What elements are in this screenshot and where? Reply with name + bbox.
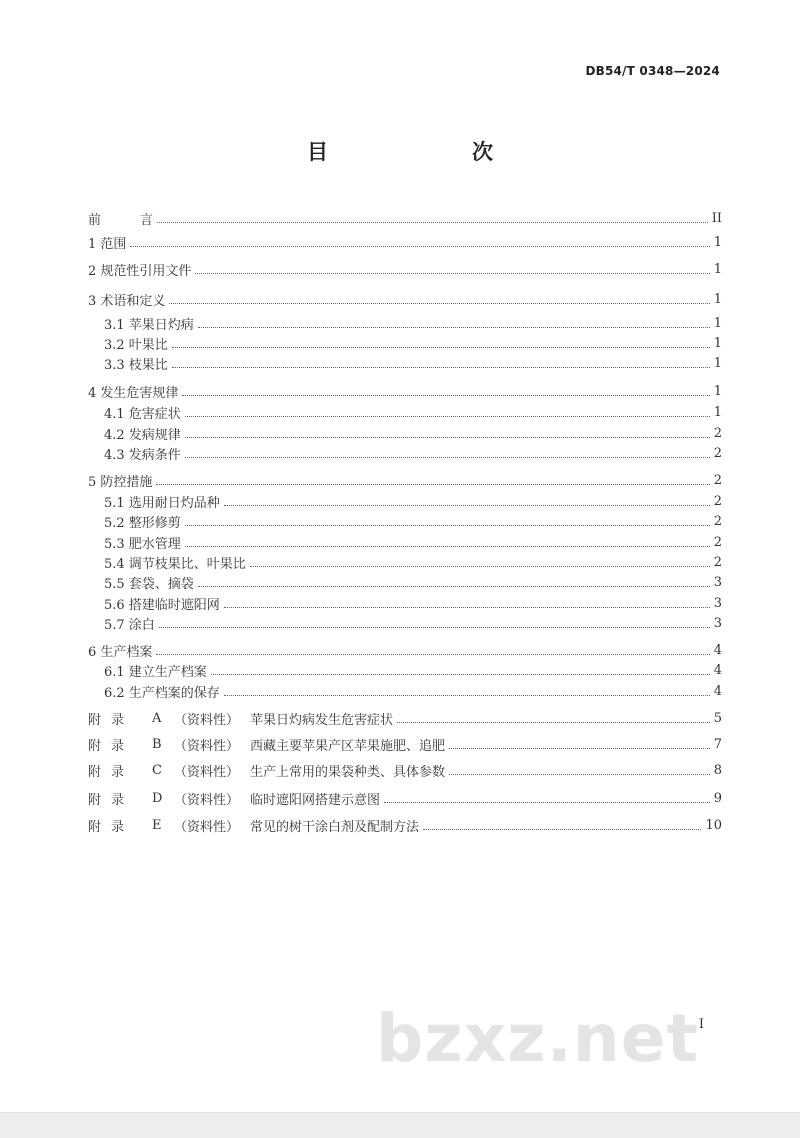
toc-entry-page: 2 xyxy=(713,493,722,509)
toc-entry-label: 3.2 叶果比 xyxy=(104,337,168,353)
toc-entry-page: 2 xyxy=(713,445,722,461)
toc-entry-page: II xyxy=(711,210,722,226)
appendix-nature: （资料性） xyxy=(174,819,240,835)
toc-entry-label: 6 生产档案 xyxy=(88,644,153,660)
toc-entry-label: 4.2 发病规律 xyxy=(104,427,181,443)
dot-leader xyxy=(195,272,709,274)
toc-entry-page: 1 xyxy=(713,383,722,399)
toc-title: 目 次 xyxy=(307,140,527,164)
toc-entry-page: 2 xyxy=(713,534,722,550)
dot-leader xyxy=(159,626,710,628)
toc-entry-page: 2 xyxy=(713,513,722,529)
dot-leader xyxy=(250,565,710,567)
toc-entry[interactable] xyxy=(104,681,722,701)
appendix-head: 附录 xyxy=(88,792,135,808)
toc-entry[interactable] xyxy=(104,613,722,633)
toc-entry-page: 2 xyxy=(713,472,722,488)
dot-leader xyxy=(384,801,710,803)
appendix-letter: E xyxy=(152,817,162,833)
dot-leader xyxy=(185,415,710,417)
toc-entry-page: 1 xyxy=(713,234,722,250)
dot-leader xyxy=(185,456,710,458)
toc-entry[interactable] xyxy=(104,572,722,592)
dot-leader xyxy=(198,326,710,328)
appendix-entry[interactable] xyxy=(88,788,722,808)
toc-entry-page: 1 xyxy=(713,315,722,331)
dot-leader xyxy=(211,673,710,675)
toc-entry-label: 4.3 发病条件 xyxy=(104,447,181,463)
dot-leader xyxy=(185,545,710,547)
toc-entry-label: 4 发生危害规律 xyxy=(88,385,179,401)
dot-leader xyxy=(397,721,710,723)
appendix-page: 8 xyxy=(713,762,722,778)
appendix-letter: B xyxy=(152,736,162,752)
toc-entry-page: 4 xyxy=(713,683,722,699)
appendix-page: 10 xyxy=(705,817,722,833)
dot-leader xyxy=(169,302,709,304)
toc-entry-label: 5 防控措施 xyxy=(88,474,153,490)
toc-entry-label: 3 术语和定义 xyxy=(88,293,166,309)
dot-leader xyxy=(172,346,710,348)
appendix-head: 附录 xyxy=(88,712,135,728)
toc-entry-page: 1 xyxy=(713,261,722,277)
appendix-page: 7 xyxy=(713,736,722,752)
viewer-bottom-band xyxy=(0,1112,800,1138)
dot-leader xyxy=(185,436,710,438)
appendix-entry[interactable] xyxy=(88,815,722,835)
toc-entry[interactable] xyxy=(88,232,722,252)
appendix-letter: D xyxy=(152,790,163,806)
dot-leader xyxy=(130,245,709,247)
appendix-nature: （资料性） xyxy=(174,764,240,780)
toc-entry-page: 3 xyxy=(713,574,722,590)
toc-entry-page: 1 xyxy=(713,335,722,351)
appendix-nature: （资料性） xyxy=(174,792,240,808)
toc-entry[interactable] xyxy=(104,313,722,333)
toc-entry-label: 5.7 涂白 xyxy=(104,617,155,633)
dot-leader xyxy=(185,524,710,526)
toc-entry[interactable] xyxy=(104,333,722,353)
toc-entry[interactable] xyxy=(88,259,722,279)
dot-leader xyxy=(156,653,709,655)
toc-entry-page: 2 xyxy=(713,425,722,441)
appendix-nature: （资料性） xyxy=(174,712,240,728)
toc-entry-label: 3.3 枝果比 xyxy=(104,357,168,373)
standard-code: DB54/T 0348—2024 xyxy=(585,64,720,78)
dot-leader xyxy=(224,694,710,696)
appendix-nature: （资料性） xyxy=(174,738,240,754)
toc-entry[interactable] xyxy=(88,208,722,228)
toc-entry-label: 2 规范性引用文件 xyxy=(88,263,192,279)
toc-entry-label: 3.1 苹果日灼病 xyxy=(104,317,194,333)
toc-entry[interactable] xyxy=(104,402,722,422)
appendix-page: 9 xyxy=(713,790,722,806)
dot-leader xyxy=(423,828,701,830)
toc-entry-label: 6.2 生产档案的保存 xyxy=(104,685,220,701)
toc-entry-page: 3 xyxy=(713,615,722,631)
toc-entry-label: 前 言 xyxy=(88,212,154,228)
appendix-entry[interactable] xyxy=(88,708,722,728)
appendix-title: 临时遮阳网搭建示意图 xyxy=(250,792,381,808)
appendix-head: 附录 xyxy=(88,738,135,754)
appendix-title: 生产上常用的果袋种类、具体参数 xyxy=(250,764,446,780)
toc-entry-page: 4 xyxy=(713,642,722,658)
toc-entry[interactable] xyxy=(88,381,722,401)
toc-entry-page: 1 xyxy=(713,291,722,307)
appendix-head: 附录 xyxy=(88,819,135,835)
dot-leader xyxy=(198,585,710,587)
toc-entry[interactable] xyxy=(88,470,722,490)
dot-leader xyxy=(224,504,710,506)
toc-entry[interactable] xyxy=(88,640,722,660)
toc-entry-label: 4.1 危害症状 xyxy=(104,406,181,422)
page-folio: I xyxy=(698,1017,704,1032)
toc-entry[interactable] xyxy=(104,443,722,463)
toc-entry-label: 5.6 搭建临时遮阳网 xyxy=(104,597,220,613)
appendix-entry[interactable] xyxy=(88,760,722,780)
toc-entry[interactable] xyxy=(104,511,722,531)
toc-entry-label: 5.1 选用耐日灼品种 xyxy=(104,495,220,511)
dot-leader xyxy=(449,747,710,749)
toc-entry-label: 6.1 建立生产档案 xyxy=(104,664,207,680)
appendix-title: 常见的树干涂白剂及配制方法 xyxy=(250,819,420,835)
toc-entry-page: 1 xyxy=(713,355,722,371)
toc-entry-label: 1 范围 xyxy=(88,236,127,252)
toc-entry-page: 4 xyxy=(713,662,722,678)
toc-entry[interactable] xyxy=(104,593,722,613)
toc-entry-page: 2 xyxy=(713,554,722,570)
appendix-title: 西藏主要苹果产区苹果施肥、追肥 xyxy=(250,738,446,754)
toc-entry-label: 5.5 套袋、摘袋 xyxy=(104,576,194,592)
toc-entry-label: 5.4 调节枝果比、叶果比 xyxy=(104,556,246,572)
toc-entry-label: 5.2 整形修剪 xyxy=(104,515,181,531)
dot-leader xyxy=(224,606,710,608)
dot-leader xyxy=(182,394,709,396)
toc-entry[interactable] xyxy=(104,423,722,443)
appendix-letter: C xyxy=(152,762,162,778)
toc-entry[interactable] xyxy=(88,289,722,309)
toc-entry[interactable] xyxy=(104,660,722,680)
toc-entry-page: 3 xyxy=(713,595,722,611)
toc-entry[interactable] xyxy=(104,491,722,511)
toc-entry[interactable] xyxy=(104,532,722,552)
appendix-letter: A xyxy=(152,710,162,726)
dot-leader xyxy=(172,366,710,368)
dot-leader xyxy=(156,483,709,485)
dot-leader xyxy=(449,773,710,775)
dot-leader xyxy=(157,221,708,223)
toc-entry[interactable] xyxy=(104,552,722,572)
appendix-entry[interactable] xyxy=(88,734,722,754)
toc-entry-page: 1 xyxy=(713,404,722,420)
watermark: bzxz.net xyxy=(376,1000,700,1077)
appendix-page: 5 xyxy=(713,710,722,726)
table-of-contents xyxy=(88,0,722,900)
toc-entry[interactable] xyxy=(104,353,722,373)
toc-entry-label: 5.3 肥水管理 xyxy=(104,536,181,552)
appendix-title: 苹果日灼病发生危害症状 xyxy=(250,712,394,728)
appendix-head: 附录 xyxy=(88,764,135,780)
